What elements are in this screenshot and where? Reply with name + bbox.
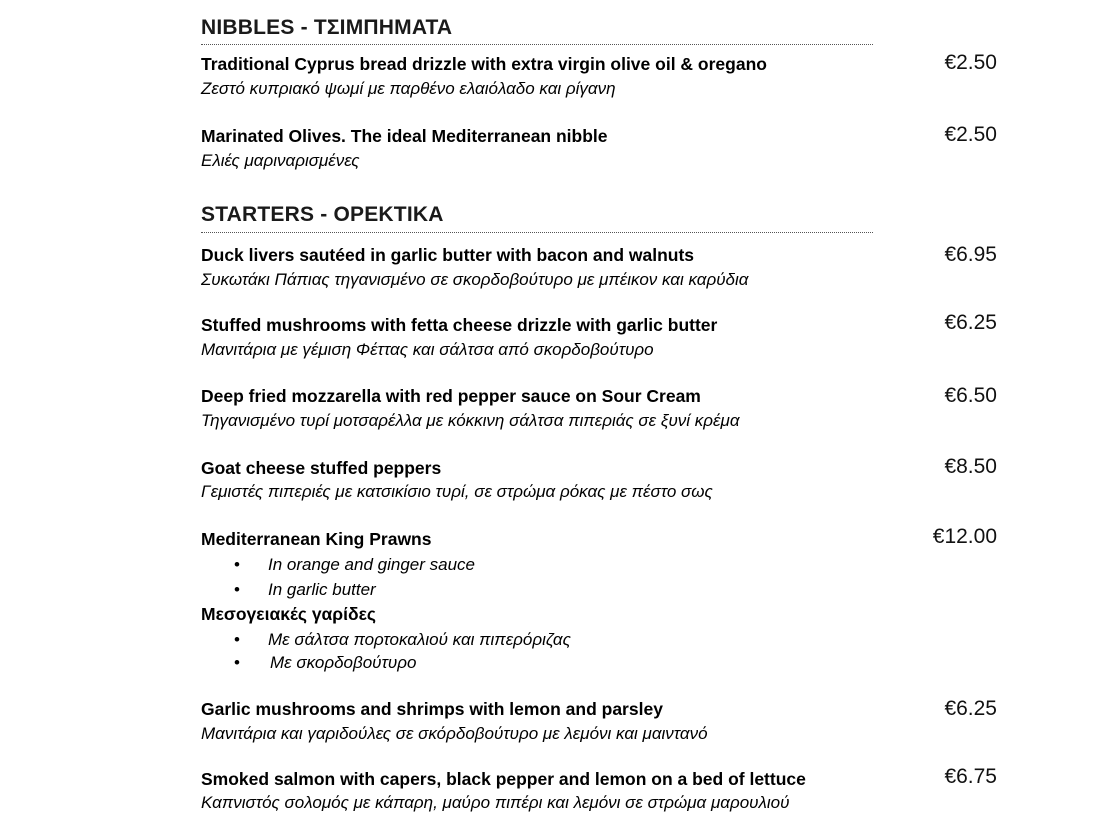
item-name-gr: Τηγανισμένο τυρί μοτσαρέλλα με κόκκινη σάλτσα πιπεριάς σε ξυνί κρέμα <box>201 411 740 430</box>
item-name-gr: Μεσογειακές γαρίδες <box>201 604 377 624</box>
item-name-gr: Γεμιστές πιπεριές με κατσικίσιο τυρί, σε στρώμα ρόκας με πέστο σως <box>201 482 713 501</box>
item-name-gr: Ελιές μαριναρισμένες <box>201 151 360 170</box>
item-name-gr: Καπνιστός σολομός με κάπαρη, μαύρο πιπέρι και λεμόνι σε στρώμα μαρουλιού <box>201 793 790 812</box>
dotted-divider <box>201 44 873 45</box>
item-price: €6.50 <box>944 384 997 407</box>
bullet-icon: • <box>234 555 240 574</box>
item-name-en: Garlic mushrooms and shrimps with lemon and parsley <box>201 699 663 719</box>
item-price: €12.00 <box>932 525 997 548</box>
bullet-icon: • <box>234 580 240 599</box>
item-price: €6.25 <box>944 697 997 720</box>
item-name-en: Goat cheese stuffed peppers <box>201 458 442 478</box>
option-text: Με σάλτσα πορτοκαλιού και πιπερόριζας <box>268 630 571 649</box>
item-name-gr: Μανιτάρια και γαριδούλες σε σκόρδοβούτυρο με λεμόνι και μαιντανό <box>201 724 708 743</box>
option-row <box>234 555 475 575</box>
item-price: €6.75 <box>944 765 997 788</box>
item-name-en: Duck livers sautéed in garlic butter with bacon and walnuts <box>201 245 695 265</box>
option-text: In orange and ginger sauce <box>268 555 475 574</box>
option-row <box>234 580 376 600</box>
item-name-gr: Συκωτάκι Πάπιας τηγανισμένο σε σκορδοβούτυρο με μπέικον και καρύδια <box>201 270 749 289</box>
item-price: €2.50 <box>944 51 997 74</box>
item-name-en: Deep fried mozzarella with red pepper sauce on Sour Cream <box>201 386 701 406</box>
dotted-divider <box>201 232 873 233</box>
item-price: €6.25 <box>944 311 997 334</box>
item-name-gr: Ζεστό κυπριακό ψωμί με παρθένο ελαιόλαδο και ρίγανη <box>201 79 616 98</box>
item-name-en: Marinated Olives. The ideal Mediterranean nibble <box>201 126 608 146</box>
item-name-en: Traditional Cyprus bread drizzle with extra virgin olive oil & oregano <box>201 54 767 74</box>
item-price: €2.50 <box>944 123 997 146</box>
item-name-en: Stuffed mushrooms with fetta cheese drizzle with garlic butter <box>201 315 718 335</box>
section-title: NIBBLES - ΤΣΙΜΠΗΜΑΤΑ <box>201 16 453 39</box>
option-row <box>234 630 571 650</box>
item-name-en: Mediterranean King Prawns <box>201 529 432 549</box>
item-name-gr: Μανιτάρια με γέμιση Φέττας και σάλτσα από σκορδοβούτυρο <box>201 340 654 359</box>
item-name-en: Smoked salmon with capers, black pepper and lemon on a bed of lettuce <box>201 769 806 789</box>
bullet-icon: • <box>234 653 240 672</box>
option-text: In garlic butter <box>268 580 376 599</box>
item-price: €6.95 <box>944 243 997 266</box>
option-text: Με σκορδοβούτυρο <box>270 653 417 672</box>
option-row <box>234 653 416 673</box>
bullet-icon: • <box>234 630 240 649</box>
section-title: STARTERS - ΟΡΕΚΤΙΚΑ <box>201 203 444 226</box>
item-price: €8.50 <box>944 455 997 478</box>
